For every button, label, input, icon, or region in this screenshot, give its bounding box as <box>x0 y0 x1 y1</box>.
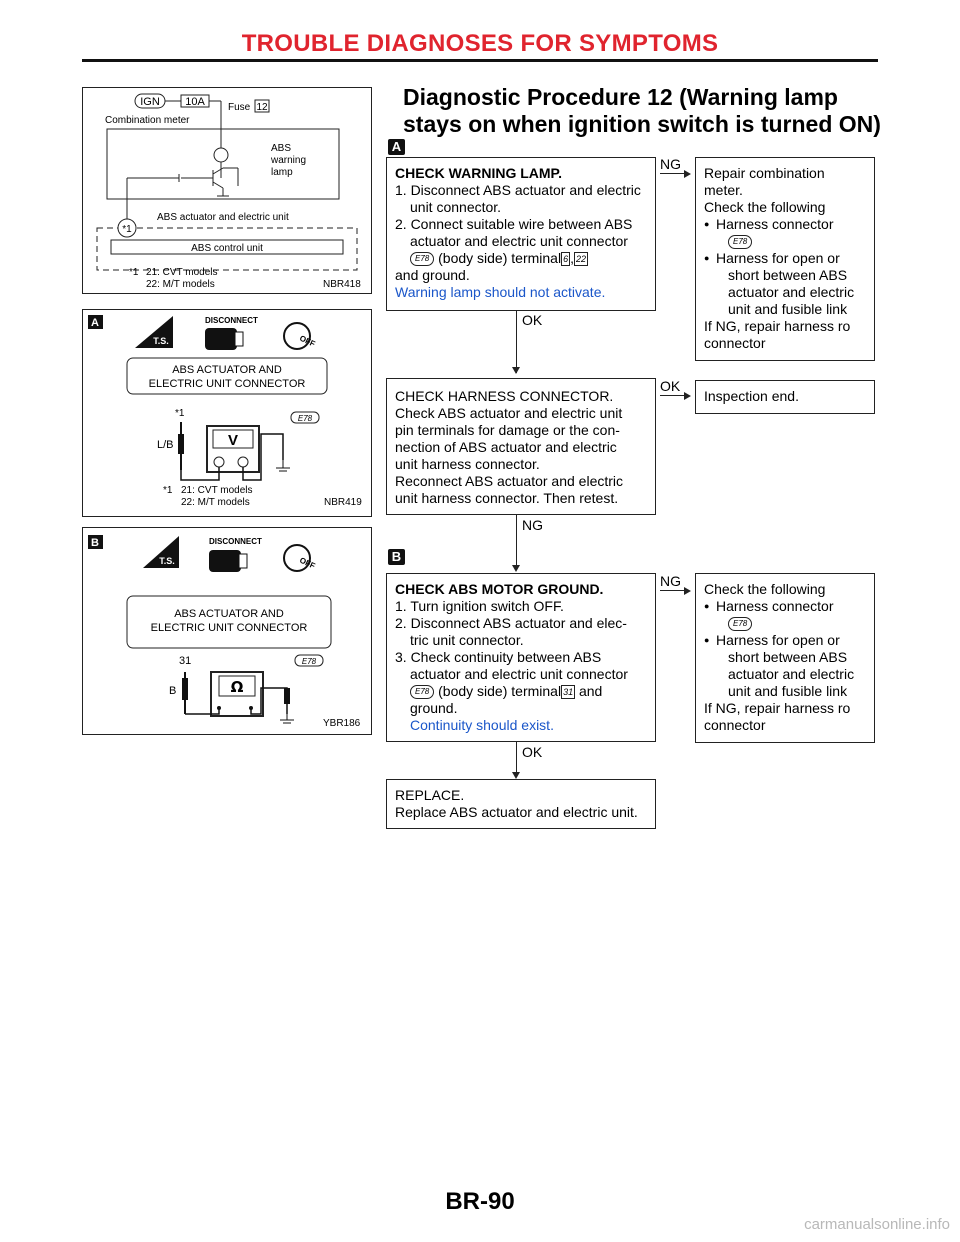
fuse-number: 12 <box>256 102 268 113</box>
step2-ng-arrowhead <box>512 565 520 572</box>
header-divider <box>82 59 878 62</box>
result3-line4: If NG, repair harness ro <box>704 700 851 716</box>
step3-ok-arrowhead <box>512 772 520 779</box>
step3-expectation: Continuity should exist. <box>410 717 554 733</box>
fig2-note-star: *1 <box>163 485 173 496</box>
result1-line2: meter. <box>704 182 743 198</box>
fig1-note-cvt: 21: CVT models <box>146 267 218 278</box>
step3-line3e: ground. <box>410 700 458 716</box>
step1-pin-6: 6 <box>563 254 569 265</box>
result3-line1: Check the following <box>704 581 826 597</box>
page-header-title: TROUBLE DIAGNOSES FOR SYMPTOMS <box>241 30 719 57</box>
step4-title: REPLACE. <box>395 787 465 803</box>
step3-terminal-text: (body side) terminal <box>438 683 562 699</box>
step2-line3: nection of ABS actuator and electric <box>395 439 617 455</box>
result1-line5: connector <box>704 335 766 351</box>
result1-line3: Check the following <box>704 199 826 215</box>
result3-bullet2b: short between ABS <box>728 649 848 665</box>
step2-line1: Check ABS actuator and electric unit <box>395 405 623 421</box>
step3-line2b: tric unit connector. <box>410 632 524 648</box>
result1-line1: Repair combination <box>704 165 825 181</box>
continuity-check-diagram <box>83 528 371 734</box>
step3-title: CHECK ABS MOTOR GROUND. <box>395 581 604 597</box>
step3-and-text: and <box>578 683 603 699</box>
wire-color-label: L/B <box>157 439 174 451</box>
continuity-check-figure <box>82 527 372 735</box>
result2-text: Inspection end. <box>704 388 799 404</box>
step1-pin-separator: , <box>570 250 574 266</box>
connector-icon <box>209 550 241 572</box>
step-check-harness-connector <box>386 378 656 515</box>
step2-line6: unit harness connector. Then retest. <box>395 490 619 506</box>
step2-line5: Reconnect ABS actuator and electric <box>395 473 624 489</box>
step3-line3: 3. Check continuity between ABS <box>395 649 602 665</box>
pin-number-label: 31 <box>179 655 192 667</box>
step-check-warning-lamp <box>386 157 656 311</box>
connector-label-1: ABS ACTUATOR AND <box>174 608 284 620</box>
meter-label: Combination meter <box>105 115 190 126</box>
fig2-connector-code: E78 <box>297 414 313 423</box>
disconnect-label: DISCONNECT <box>205 316 258 325</box>
warning-lamp-symbol <box>214 148 228 162</box>
ts-label: T.S. <box>153 336 169 346</box>
step1-pin-22: 22 <box>575 254 586 265</box>
ts-label: T.S. <box>159 556 175 566</box>
step3-line3c <box>395 683 648 700</box>
step2-ok-label: OK <box>660 378 681 394</box>
step4-text: Replace ABS actuator and electric unit. <box>395 804 638 820</box>
fig2-note-mt: 22: M/T models <box>181 497 250 508</box>
page-number: BR-90 <box>445 1188 515 1215</box>
fuse-label: Fuse <box>228 102 251 113</box>
fig1-note-mt: 22: M/T models <box>146 279 215 290</box>
fig2-code: NBR419 <box>324 497 362 508</box>
step3-pin-31: 31 <box>563 687 574 698</box>
terminal-star-label: *1 <box>122 224 132 235</box>
result3-bullet2d: unit and fusible link <box>728 683 848 699</box>
step3-ng-label: NG <box>660 573 681 589</box>
result1-bullet1: ● Harness connector <box>704 216 867 233</box>
result-repair-meter <box>695 157 875 361</box>
disconnect-label: DISCONNECT <box>209 537 262 546</box>
step1-line1b: unit connector. <box>410 199 502 215</box>
step1-line2: 2. Connect suitable wire between ABS <box>395 216 633 232</box>
step1-ng-label: NG <box>660 156 681 172</box>
lamp-label-2: warning <box>271 155 307 166</box>
result3-connector-badge: E78 <box>728 617 752 631</box>
watermark: carmanualsonline.info <box>804 1216 950 1233</box>
result3-bullet2: ● Harness for open or <box>704 632 867 649</box>
fig3-connector-code: E78 <box>301 657 317 666</box>
step1-ng-arrow <box>660 173 686 174</box>
step2-ng-connector <box>516 515 517 567</box>
result1-bullet2: ● Harness for open or <box>704 250 867 267</box>
lamp-label-1: ABS <box>271 143 292 154</box>
result-check-ground-harness <box>695 573 875 743</box>
result1-bullet2b: short between ABS <box>728 267 848 283</box>
step3-ng-arrow <box>660 590 686 591</box>
result3-bullet1: ● Harness connector <box>704 598 867 615</box>
connector-label-2: ELECTRIC UNIT CONNECTOR <box>150 622 308 634</box>
result3-connector-row <box>704 615 867 632</box>
step-b-marker-text: B <box>391 549 402 564</box>
step3-ok-connector <box>516 742 517 774</box>
fig2-star: *1 <box>175 408 185 419</box>
step3-line3b: actuator and electric unit connector <box>410 666 628 682</box>
step3-line1: 1. Turn ignition switch OFF. <box>395 598 564 614</box>
voltmeter-label: V <box>227 432 239 449</box>
off-label: OFF <box>298 333 317 349</box>
off-label: OFF <box>298 555 317 571</box>
ohmmeter-label: Ω <box>230 678 244 696</box>
fig1-note-star: *1 <box>129 267 139 278</box>
step1-ng-arrowhead <box>684 170 691 178</box>
step1-ok-connector <box>516 311 517 373</box>
fig2-note-cvt: 21: CVT models <box>181 485 253 496</box>
connector-label-1: ABS ACTUATOR AND <box>172 364 282 376</box>
step2-title: CHECK HARNESS CONNECTOR. <box>395 388 614 404</box>
ign-label: IGN <box>140 96 160 108</box>
wire-color-label: B <box>169 685 177 697</box>
step1-line2b: actuator and electric unit connector <box>410 233 628 249</box>
step1-terminal-text: (body side) terminal <box>438 250 562 266</box>
step3-connector-badge: E78 <box>410 685 434 699</box>
step3-ok-label: OK <box>522 744 543 760</box>
step1-line2c <box>395 250 648 267</box>
connector-icon <box>205 328 237 350</box>
step-a-marker-text: A <box>391 139 402 154</box>
step1-ok-label: OK <box>522 312 543 328</box>
procedure-title-line-1: Diagnostic Procedure 12 (Warning lamp <box>403 84 838 110</box>
fuse-amp-label: 10A <box>185 96 205 108</box>
step-check-motor-ground <box>386 573 656 742</box>
step-a-marker-label: A <box>91 317 99 329</box>
step1-line1: 1. Disconnect ABS actuator and electric <box>395 182 641 198</box>
step2-line2: pin terminals for damage or the con- <box>395 422 620 438</box>
step3-ng-arrowhead <box>684 587 691 595</box>
step1-connector-badge: E78 <box>410 252 434 266</box>
step1-ok-arrowhead <box>512 367 520 374</box>
procedure-title-line-2: stays on when ignition switch is turned ON) <box>403 111 881 137</box>
result3-line5: connector <box>704 717 766 733</box>
connector-label-2: ELECTRIC UNIT CONNECTOR <box>148 378 306 390</box>
wiring-diagram-figure <box>82 87 372 294</box>
step2-ng-label: NG <box>522 517 543 533</box>
fig3-code: YBR186 <box>323 718 361 729</box>
result1-connector-badge: E78 <box>728 235 752 249</box>
result3-bullet2c: actuator and electric <box>728 666 855 682</box>
procedure-title <box>403 84 881 138</box>
lamp-label-3: lamp <box>271 167 293 178</box>
step1-expectation: Warning lamp should not activate. <box>395 284 606 300</box>
result1-bullet2d: unit and fusible link <box>728 301 848 317</box>
result1-line4: If NG, repair harness ro <box>704 318 851 334</box>
result-inspection-end <box>695 380 875 414</box>
step2-ok-arrowhead <box>684 392 691 400</box>
result1-bullet2c: actuator and electric <box>728 284 855 300</box>
voltage-check-diagram <box>83 310 371 516</box>
step-b-marker-label: B <box>91 537 99 549</box>
step2-ok-arrow <box>660 395 686 396</box>
control-unit-label: ABS control unit <box>191 243 263 254</box>
step1-title: CHECK WARNING LAMP. <box>395 165 562 181</box>
step2-line4: unit harness connector. <box>395 456 540 472</box>
fig1-code: NBR418 <box>323 279 361 290</box>
step3-line2: 2. Disconnect ABS actuator and elec- <box>395 615 627 631</box>
wiring-diagram <box>83 88 371 293</box>
voltage-check-figure <box>82 309 372 517</box>
step-replace-unit <box>386 779 656 829</box>
unit-label: ABS actuator and electric unit <box>157 212 289 223</box>
result1-connector-row <box>704 233 867 250</box>
step1-line2d: and ground. <box>395 267 470 283</box>
